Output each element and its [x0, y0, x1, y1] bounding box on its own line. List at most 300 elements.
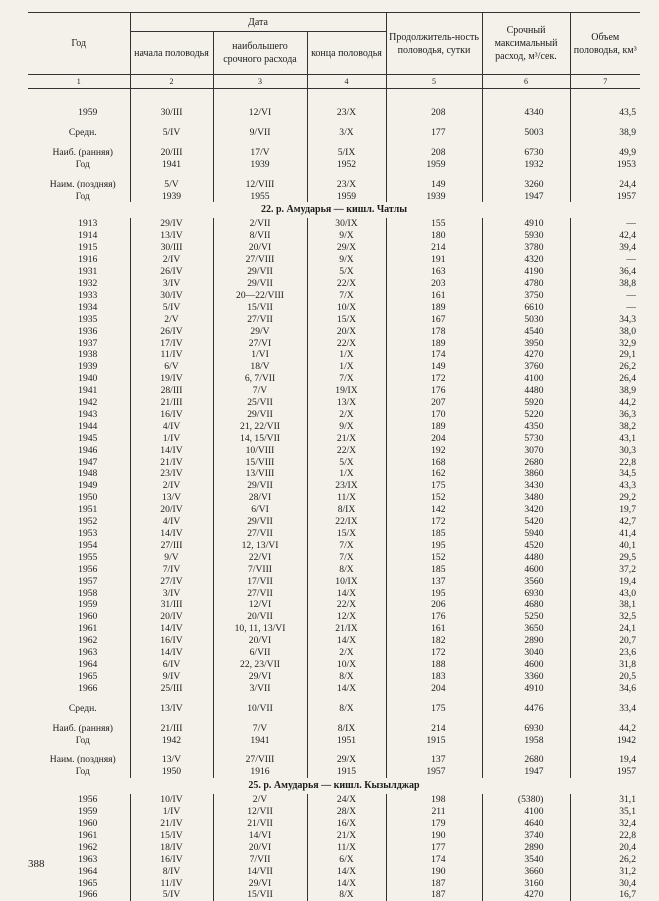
spacer-cell [482, 171, 570, 179]
start-date-cell: 20/III [130, 147, 213, 159]
year-cell: 1932 [28, 278, 130, 290]
year-cell: 1963 [28, 854, 130, 866]
spacer-cell [482, 695, 570, 703]
year-cell: 1956 [28, 564, 130, 576]
peak-date-cell: 27/VII [213, 528, 307, 540]
stat-year-label: Год [28, 766, 130, 778]
table-row [28, 445, 640, 457]
stat-row [28, 147, 640, 159]
peak-year-cell: 1955 [213, 191, 307, 203]
end-date-cell: 7/X [307, 290, 386, 302]
volume-cell: 30,3 [570, 445, 640, 457]
year-cell: 1960 [28, 818, 130, 830]
table-row [28, 302, 640, 314]
max-flow-cell: 3860 [482, 468, 570, 480]
volume-cell: 29,5 [570, 552, 640, 564]
start-date-cell: 30/IV [130, 290, 213, 302]
year-cell: 1959 [28, 806, 130, 818]
spacer-cell [28, 171, 130, 179]
start-date-cell: 5/IV [130, 302, 213, 314]
end-date-cell: 21/X [307, 830, 386, 842]
year-cell: 1961 [28, 623, 130, 635]
peak-year-cell: 1916 [213, 766, 307, 778]
max-flow-cell: 3760 [482, 361, 570, 373]
max-flow-cell: 6930 [482, 723, 570, 735]
peak-date-cell: 17/VII [213, 576, 307, 588]
peak-date-cell: 29/VII [213, 278, 307, 290]
peak-date-cell: 29/VII [213, 266, 307, 278]
peak-date-cell: 3/VII [213, 683, 307, 695]
peak-date-cell: 7/VII [213, 854, 307, 866]
duration-cell: 195 [386, 588, 482, 600]
spacer-cell [213, 139, 307, 147]
max-flow-cell: 5003 [482, 127, 570, 139]
table-row [28, 516, 640, 528]
peak-date-cell: 14, 15/VII [213, 433, 307, 445]
year-cell: 1965 [28, 878, 130, 890]
start-date-cell: 21/IV [130, 818, 213, 830]
end-date-cell: 7/X [307, 552, 386, 564]
volume-cell: 38,9 [570, 127, 640, 139]
duration-cell: 175 [386, 703, 482, 715]
spacer-cell [570, 171, 640, 179]
spacer-row [28, 89, 640, 108]
stat-row [28, 703, 640, 715]
spacer-cell [307, 119, 386, 127]
volume-cell: 43,5 [570, 107, 640, 119]
volume-cell: 36,3 [570, 409, 640, 421]
peak-date-cell: 20/VI [213, 635, 307, 647]
volume-cell: 33,4 [570, 703, 640, 715]
volume-cell: 43,0 [570, 588, 640, 600]
table-row [28, 266, 640, 278]
max-flow-cell: 2680 [482, 457, 570, 469]
year-cell: 1916 [28, 254, 130, 266]
max-flow-cell: 4680 [482, 599, 570, 611]
volume-cell: 19,4 [570, 576, 640, 588]
spacer-row [28, 695, 640, 703]
volume-cell: 44,2 [570, 397, 640, 409]
max-flow-cell: 4100 [482, 806, 570, 818]
max-flow-cell: 4190 [482, 266, 570, 278]
table-row [28, 230, 640, 242]
table-row [28, 373, 640, 385]
table-row [28, 854, 640, 866]
end-date-cell: 23/IX [307, 480, 386, 492]
volume-cell: 38,8 [570, 278, 640, 290]
table-row [28, 349, 640, 361]
year-cell: 1959 [28, 107, 130, 119]
start-date-cell: 21/III [130, 723, 213, 735]
year-cell: 1964 [28, 866, 130, 878]
spacer-cell [130, 695, 213, 703]
spacer-row [28, 119, 640, 127]
header-date: Дата [130, 13, 386, 32]
volume-cell: 38,9 [570, 385, 640, 397]
start-date-cell: 17/IV [130, 338, 213, 350]
year-cell: 1941 [28, 385, 130, 397]
duration-cell: 185 [386, 564, 482, 576]
table-row [28, 314, 640, 326]
volume-cell: 34,6 [570, 683, 640, 695]
peak-date-cell: 13/VIII [213, 468, 307, 480]
year-cell: 1938 [28, 349, 130, 361]
spacer-cell [482, 746, 570, 754]
duration-cell: 204 [386, 683, 482, 695]
end-date-cell: 10/X [307, 659, 386, 671]
start-date-cell: 27/IV [130, 576, 213, 588]
max-flow-cell: 3660 [482, 866, 570, 878]
peak-date-cell: 22/VI [213, 552, 307, 564]
start-date-cell: 14/IV [130, 623, 213, 635]
end-date-cell: 30/IX [307, 218, 386, 230]
volume-cell: 34,5 [570, 468, 640, 480]
table-row [28, 611, 640, 623]
max-flow-year-cell: 1932 [482, 159, 570, 171]
year-cell: 1961 [28, 830, 130, 842]
stat-label: Средн. [28, 127, 130, 139]
volume-cell: 29,2 [570, 492, 640, 504]
volume-cell: 31,1 [570, 794, 640, 806]
end-date-cell: 9/X [307, 421, 386, 433]
max-flow-cell: 4910 [482, 218, 570, 230]
max-flow-cell: 2680 [482, 754, 570, 766]
end-date-cell: 14/X [307, 588, 386, 600]
start-date-cell: 14/IV [130, 445, 213, 457]
end-year-cell: 1915 [307, 766, 386, 778]
year-cell: 1935 [28, 314, 130, 326]
spacer-cell [386, 695, 482, 703]
volume-cell: — [570, 254, 640, 266]
end-date-cell: 1/X [307, 468, 386, 480]
duration-cell: 168 [386, 457, 482, 469]
start-date-cell: 3/IV [130, 278, 213, 290]
start-date-cell: 27/III [130, 540, 213, 552]
year-cell: 1934 [28, 302, 130, 314]
max-flow-cell: (5380) [482, 794, 570, 806]
duration-year-cell: 1939 [386, 191, 482, 203]
stat-year-row [28, 159, 640, 171]
start-date-cell: 16/IV [130, 854, 213, 866]
volume-cell: 32,4 [570, 818, 640, 830]
max-flow-cell: 4480 [482, 385, 570, 397]
start-date-cell: 13/V [130, 754, 213, 766]
max-flow-cell: 4910 [482, 683, 570, 695]
max-flow-cell: 4780 [482, 278, 570, 290]
spacer-cell [307, 139, 386, 147]
table-row [28, 492, 640, 504]
spacer-cell [213, 89, 307, 108]
stat-year-row [28, 766, 640, 778]
duration-cell: 177 [386, 842, 482, 854]
year-cell: 1939 [28, 361, 130, 373]
duration-year-cell: 1957 [386, 766, 482, 778]
duration-cell: 190 [386, 866, 482, 878]
year-cell: 1966 [28, 889, 130, 901]
peak-date-cell: 6, 7/VII [213, 373, 307, 385]
start-date-cell: 14/IV [130, 647, 213, 659]
duration-cell: 208 [386, 107, 482, 119]
end-date-cell: 2/X [307, 409, 386, 421]
year-cell: 1955 [28, 552, 130, 564]
volume-year-cell: 1942 [570, 735, 640, 747]
header-year: Год [28, 13, 130, 75]
peak-date-cell: 6/VII [213, 647, 307, 659]
end-date-cell: 5/X [307, 457, 386, 469]
duration-cell: 189 [386, 338, 482, 350]
start-date-cell: 28/III [130, 385, 213, 397]
max-flow-cell: 3780 [482, 242, 570, 254]
max-flow-cell: 3260 [482, 179, 570, 191]
peak-date-cell: 12/VII [213, 806, 307, 818]
duration-cell: 176 [386, 385, 482, 397]
year-cell: 1964 [28, 659, 130, 671]
peak-date-cell: 29/VII [213, 516, 307, 528]
duration-cell: 172 [386, 516, 482, 528]
end-date-cell: 9/X [307, 230, 386, 242]
start-date-cell: 25/III [130, 683, 213, 695]
duration-cell: 206 [386, 599, 482, 611]
end-date-cell: 5/X [307, 266, 386, 278]
duration-cell: 195 [386, 540, 482, 552]
spacer-cell [307, 89, 386, 108]
table-row [28, 830, 640, 842]
year-cell: 1965 [28, 671, 130, 683]
stat-row [28, 723, 640, 735]
peak-date-cell: 29/VII [213, 480, 307, 492]
duration-cell: 178 [386, 326, 482, 338]
max-flow-cell: 3070 [482, 445, 570, 457]
end-date-cell: 15/X [307, 314, 386, 326]
peak-date-cell: 12/VIII [213, 179, 307, 191]
max-flow-cell: 4270 [482, 349, 570, 361]
year-cell: 1945 [28, 433, 130, 445]
peak-date-cell: 20/VI [213, 242, 307, 254]
start-date-cell: 9/V [130, 552, 213, 564]
table-row [28, 552, 640, 564]
spacer-cell [213, 746, 307, 754]
year-cell: 1936 [28, 326, 130, 338]
volume-cell: 23,6 [570, 647, 640, 659]
year-cell: 1947 [28, 457, 130, 469]
start-date-cell: 11/IV [130, 878, 213, 890]
duration-cell: 172 [386, 373, 482, 385]
start-date-cell: 26/IV [130, 266, 213, 278]
spacer-cell [307, 695, 386, 703]
table-row [28, 647, 640, 659]
max-flow-cell: 4100 [482, 373, 570, 385]
spacer-cell [28, 89, 130, 108]
volume-cell: 29,1 [570, 349, 640, 361]
peak-date-cell: 10/VIII [213, 445, 307, 457]
end-date-cell: 21/IX [307, 623, 386, 635]
end-date-cell: 10/X [307, 302, 386, 314]
start-date-cell: 2/V [130, 314, 213, 326]
stat-row [28, 754, 640, 766]
duration-cell: 175 [386, 480, 482, 492]
table-row [28, 107, 640, 119]
peak-date-cell: 20/VI [213, 842, 307, 854]
start-date-cell: 1/IV [130, 806, 213, 818]
max-flow-cell: 5220 [482, 409, 570, 421]
max-flow-cell: 3560 [482, 576, 570, 588]
end-date-cell: 28/X [307, 806, 386, 818]
max-flow-cell: 3950 [482, 338, 570, 350]
end-year-cell: 1952 [307, 159, 386, 171]
table-row [28, 397, 640, 409]
peak-date-cell: 21, 22/VII [213, 421, 307, 433]
end-date-cell: 6/X [307, 854, 386, 866]
year-cell: 1960 [28, 611, 130, 623]
table-row [28, 254, 640, 266]
duration-cell: 167 [386, 314, 482, 326]
table-row [28, 290, 640, 302]
stat-label: Наим. (поздняя) [28, 754, 130, 766]
section-title: 25. р. Амударья — кишл. Кызылджар [28, 778, 640, 794]
year-cell: 1950 [28, 492, 130, 504]
duration-year-cell: 1915 [386, 735, 482, 747]
max-flow-cell: 6610 [482, 302, 570, 314]
duration-cell: 174 [386, 854, 482, 866]
table-row [28, 659, 640, 671]
duration-cell: 182 [386, 635, 482, 647]
max-flow-year-cell: 1958 [482, 735, 570, 747]
start-date-cell: 16/IV [130, 409, 213, 421]
max-flow-cell: 5250 [482, 611, 570, 623]
year-cell: 1937 [28, 338, 130, 350]
start-date-cell: 7/IV [130, 564, 213, 576]
col-number: 5 [386, 75, 482, 89]
max-flow-cell: 3360 [482, 671, 570, 683]
max-flow-cell: 3480 [482, 492, 570, 504]
peak-date-cell: 21/VII [213, 818, 307, 830]
max-flow-cell: 5730 [482, 433, 570, 445]
duration-cell: 161 [386, 623, 482, 635]
peak-date-cell: 2/V [213, 794, 307, 806]
stat-year-label: Год [28, 191, 130, 203]
volume-cell: 19,7 [570, 504, 640, 516]
spacer-cell [482, 89, 570, 108]
peak-year-cell: 1939 [213, 159, 307, 171]
peak-date-cell: 14/VII [213, 866, 307, 878]
table-row [28, 278, 640, 290]
volume-cell: 38,1 [570, 599, 640, 611]
year-cell: 1944 [28, 421, 130, 433]
header-date-end: конца половодья [307, 32, 386, 75]
table-row [28, 468, 640, 480]
start-date-cell: 5/IV [130, 889, 213, 901]
year-cell: 1954 [28, 540, 130, 552]
end-date-cell: 24/X [307, 794, 386, 806]
end-year-cell: 1951 [307, 735, 386, 747]
volume-cell: 34,3 [570, 314, 640, 326]
volume-cell: 26,4 [570, 373, 640, 385]
volume-cell: 31,8 [570, 659, 640, 671]
spacer-row [28, 715, 640, 723]
col-number: 1 [28, 75, 130, 89]
volume-cell: 22,8 [570, 457, 640, 469]
col-number: 4 [307, 75, 386, 89]
end-date-cell: 8/IX [307, 504, 386, 516]
peak-date-cell: 27/VIII [213, 254, 307, 266]
duration-cell: 203 [386, 278, 482, 290]
start-date-cell: 21/IV [130, 457, 213, 469]
volume-cell: 20,4 [570, 842, 640, 854]
spacer-cell [28, 715, 130, 723]
duration-cell: 191 [386, 254, 482, 266]
duration-cell: 190 [386, 830, 482, 842]
volume-cell: 43,3 [570, 480, 640, 492]
year-cell: 1915 [28, 242, 130, 254]
start-date-cell: 30/III [130, 242, 213, 254]
table-header [28, 13, 640, 89]
volume-cell: 41,4 [570, 528, 640, 540]
duration-cell: 189 [386, 421, 482, 433]
table-row [28, 385, 640, 397]
section-title-row [28, 202, 640, 218]
volume-cell: 49,9 [570, 147, 640, 159]
table-row [28, 421, 640, 433]
spacer-cell [130, 746, 213, 754]
start-date-cell: 8/IV [130, 866, 213, 878]
duration-cell: 161 [386, 290, 482, 302]
year-cell: 1931 [28, 266, 130, 278]
spacer-cell [28, 119, 130, 127]
table-row [28, 588, 640, 600]
peak-date-cell: 7/VIII [213, 564, 307, 576]
duration-cell: 187 [386, 878, 482, 890]
spacer-cell [570, 89, 640, 108]
end-date-cell: 8/IX [307, 723, 386, 735]
spacer-cell [386, 89, 482, 108]
start-date-cell: 13/IV [130, 703, 213, 715]
end-date-cell: 8/X [307, 889, 386, 901]
spacer-cell [307, 715, 386, 723]
year-cell: 1942 [28, 397, 130, 409]
start-date-cell: 29/IV [130, 218, 213, 230]
spacer-cell [213, 171, 307, 179]
spacer-cell [570, 715, 640, 723]
spacer-cell [28, 695, 130, 703]
start-date-cell: 13/IV [130, 230, 213, 242]
peak-date-cell: 7/V [213, 385, 307, 397]
volume-cell: 39,4 [570, 242, 640, 254]
volume-cell: 42,7 [570, 516, 640, 528]
stat-label: Наиб. (ранняя) [28, 147, 130, 159]
max-flow-cell: 3420 [482, 504, 570, 516]
volume-cell: — [570, 218, 640, 230]
duration-cell: 176 [386, 611, 482, 623]
peak-date-cell: 15/VII [213, 302, 307, 314]
table-row [28, 576, 640, 588]
volume-cell: 37,2 [570, 564, 640, 576]
duration-cell: 162 [386, 468, 482, 480]
max-flow-cell: 2890 [482, 842, 570, 854]
duration-cell: 180 [386, 230, 482, 242]
duration-cell: 185 [386, 528, 482, 540]
peak-date-cell: 29/VI [213, 878, 307, 890]
duration-year-cell: 1959 [386, 159, 482, 171]
max-flow-cell: 4320 [482, 254, 570, 266]
stat-year-label: Год [28, 159, 130, 171]
end-date-cell: 23/X [307, 107, 386, 119]
max-flow-cell: 5920 [482, 397, 570, 409]
spacer-row [28, 139, 640, 147]
volume-cell: 43,1 [570, 433, 640, 445]
spacer-cell [130, 119, 213, 127]
max-flow-cell: 6930 [482, 588, 570, 600]
table-body [28, 89, 640, 901]
